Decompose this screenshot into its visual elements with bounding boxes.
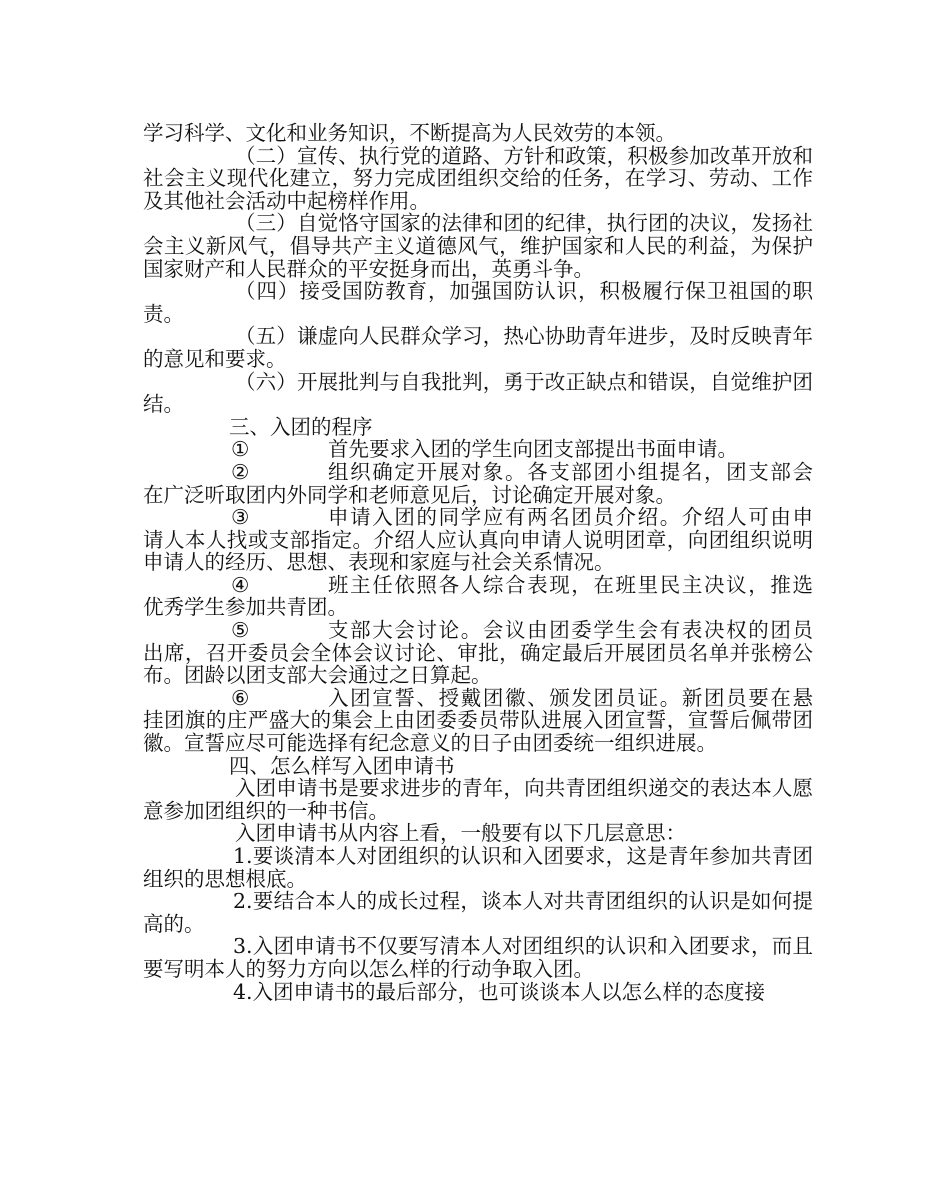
list-item: 2.要结合本人的成长过程，谈本人对共青团组织的认识是如何提高的。 (143, 889, 813, 936)
step-number: ④ (231, 572, 250, 597)
section-heading: 四、怎么样写入团申请书 (229, 753, 455, 778)
list-item: 4.入团申请书的最后部分，也可谈谈本人以怎么样的态度接 (233, 979, 766, 1004)
section-heading: 三、入团的程序 (229, 414, 373, 439)
step-number: ⑥ (231, 685, 250, 710)
step-number: ② (231, 459, 250, 484)
list-item (143, 461, 813, 506)
step-text: 支部大会讨论。会议由团委学生会有表决权的团员 (328, 618, 813, 643)
paragraph: 入团申请书是要求进步的青年，向共青团组织递交的表达本人愿意参加团组织的一种书信。 (143, 776, 813, 823)
step-text-continued: 请人本人找或支部指定。介绍人应认真向申请人说明团章，向团组织说明申请人的经历、思想、表现和家庭与社会关系情况。 (143, 527, 813, 575)
paragraph: （四）接受国防教育，加强国防认识，积极履行保卫祖国的职责。 (143, 279, 813, 326)
step-text: 班主任依照各人综合表现，在班里民主决议，推选 (328, 572, 813, 597)
paragraph: 入团申请书从内容上看，一般要有以下几层意思： (235, 821, 686, 846)
list-item (143, 506, 813, 574)
step-text-continued: 在广泛听取团内外同学和老师意见后，讨论确定开展对象。 (143, 482, 676, 507)
paragraph: 学习科学、文化和业务知识，不断提高为人民效劳的本领。 (143, 121, 676, 145)
document-body (143, 122, 813, 1003)
list-item (143, 619, 813, 687)
list-item (143, 687, 813, 755)
step-number: ⑤ (231, 618, 250, 643)
paragraph: （六）开展批判与自我批判，勇于改正缺点和错误，自觉维护团结。 (143, 369, 813, 417)
step-text: 申请入团的同学应有两名团员介绍。介绍人可由申 (328, 505, 813, 530)
paragraph: （二）宣传、执行党的道路、方针和政策，积极参加改革开放和社会主义现代化建立，努力完成团组织交给的任务，在学习、劳动、工作及其他社会活动中起榜样作用。 (143, 143, 813, 213)
step-text-continued: 出席，召开委员会全体会议讨论、审批，确定最后开展团员名单并张榜公布。团龄以团支部大会通过之日算起。 (143, 640, 813, 688)
step-text: 首先要求入团的学生向团支部提出书面申请。 (328, 437, 738, 462)
step-number: ③ (231, 505, 250, 530)
list-item (143, 574, 813, 619)
paragraph: （五）谦虚向人民群众学习，热心协助青年进步，及时反映青年的意见和要求。 (143, 324, 813, 371)
step-text: 组织确定开展对象。各支部团小组提名，团支部会 (328, 459, 813, 484)
step-text: 入团宣誓、授戴团徽、颁发团员证。新团员要在悬 (328, 685, 813, 710)
paragraph: （三）自觉恪守国家的法律和团的纪律，执行团的决议，发扬社会主义新风气，倡导共产主义道德风气，维护国家和人民的利益，为保护国家财产和人民群众的平安挺身而出，英勇斗争。 (143, 211, 813, 281)
list-item: 1.要谈清本人对团组织的认识和入团要求，这是青年参加共青团组织的思想根底。 (143, 844, 813, 891)
step-number: ① (231, 437, 250, 462)
list-item (143, 438, 813, 461)
list-item: 3.入团申请书不仅要写清本人对团组织的认识和入团要求，而且要写明本人的努力方向以怎么样的行动争取入团。 (143, 934, 813, 981)
step-text-continued: 优秀学生参加共青团。 (143, 595, 348, 620)
step-text-continued: 挂团旗的庄严盛大的集会上由团委委员带队进展入团宣誓，宣誓后佩带团徽。宣誓应尽可能选择有纪念意义的日子由团委统一组织进展。 (143, 708, 813, 756)
